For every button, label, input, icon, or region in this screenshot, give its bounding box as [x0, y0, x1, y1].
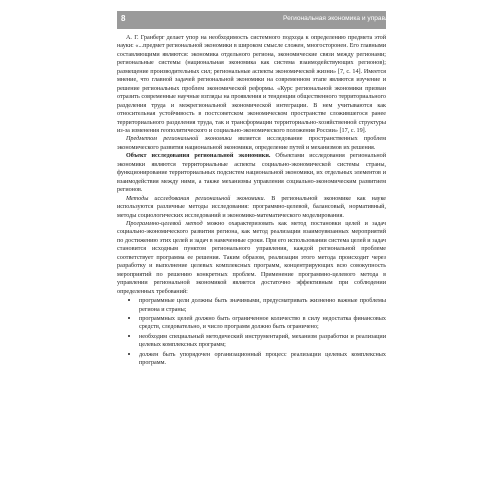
list-item: • программные цели должны быть значимыми, предусматривать жизненно важные проблемы региона и страны;	[139, 296, 386, 314]
requirements-list	[117, 296, 386, 368]
paragraph-program-method	[117, 220, 386, 296]
paragraph-program-method-text: можно охарактеризовать как метод постановки целей и задач социально-экономического развития региона, как метод реализации взаимоувязанных мероприятий по достижению этих целей и задач в намеченные сроки. При его использовании система целей и задач становится исходным пунктом регионального управления, каждой региональной проблеме соответствует программа ее решения. Таким образом, реализация этого метода происходит через разработку и выполнение целевых комплексных программ, концентрирующих всю совокупность мероприятий по решению конкретных проблем. Применение программно-целевого метода в управлении региональной экономикой является достаточно эффективным при соблюдении определенных требований:	[117, 220, 386, 295]
list-item: • необходим специальный методический инструментарий, механизм разработки и реализации целевых комплексных программ;	[139, 332, 386, 350]
paragraph-methods-text: В региональной экономике как науке используются различные методы исследования: программно-целевой, балансовый, нормативный, методы социологических исследований и экономико-математического моделирования.	[117, 195, 386, 219]
term-program-method: Программно-целевой метод	[126, 220, 203, 227]
paragraph-subject-text: является исследование пространственных проблем экономического развития национальной экономики, определение путей и механизмов их решения.	[117, 136, 386, 151]
page-number: 8	[121, 14, 126, 23]
paragraph-methods	[117, 195, 386, 220]
running-header	[117, 11, 404, 29]
term-methods: Методы исследования региональной экономики.	[126, 195, 266, 202]
paragraph-object	[117, 152, 386, 194]
list-item: • программных целей должно быть ограниченное количество в силу недостатка финансовых средств, следовательно, и число программ должно быть ограничено;	[139, 314, 386, 332]
body-text	[117, 34, 386, 368]
paragraph-subject	[117, 135, 386, 152]
list-item: • должен быть упорядочен организационный процесс реализации целевых комплексных программ.	[139, 350, 386, 368]
paragraph-object-text: Объектами исследования региональной экономики являются территориальные аспекты социально-экономической системы страны, функционирование территориальных подсистем национальной экономики, их отдельных элементов и взаимодействия между ними, а также механизмы управления социально-экономическим развитием регионов.	[117, 153, 387, 194]
term-subject: Предметом региональной экономики	[126, 136, 232, 143]
running-title: Региональная экономика и управление	[283, 15, 404, 22]
term-object: Объект исследования региональной экономики.	[126, 153, 271, 160]
paragraph-granberg: А. Г. Гранберг делает упор на необходимость системного подхода к определению предмета этой науки: «...предмет региональной экономики в широком смысле сложен, многосторонен. Его главными составляющими являются: экономика отдельного региона, экономические связи между регионами; региональные системы (национальная экономика как система взаимодействующих регионов); размещение производительных сил; региональные аспекты экономической жизни» [7, с. 14]. Имеется мнение, что главной задачей региональной экономики на современном этапе являются изучение и решение региональных проблем экономической реформы. «Курс региональной экономики призван отразить современные научные взгляды на проявления и тенденции общественного территориального разделения труда и межрегиональной экономической интеграции. В нем учитываются как относительная устойчивость в постсоветском экономическом пространстве сложившегося ранее территориального разделения труда, так и трансформации территориально-хозяйственной структуры из-за изменения геополитического и социально-экономического положения России» [17, с. 19].	[117, 35, 386, 134]
